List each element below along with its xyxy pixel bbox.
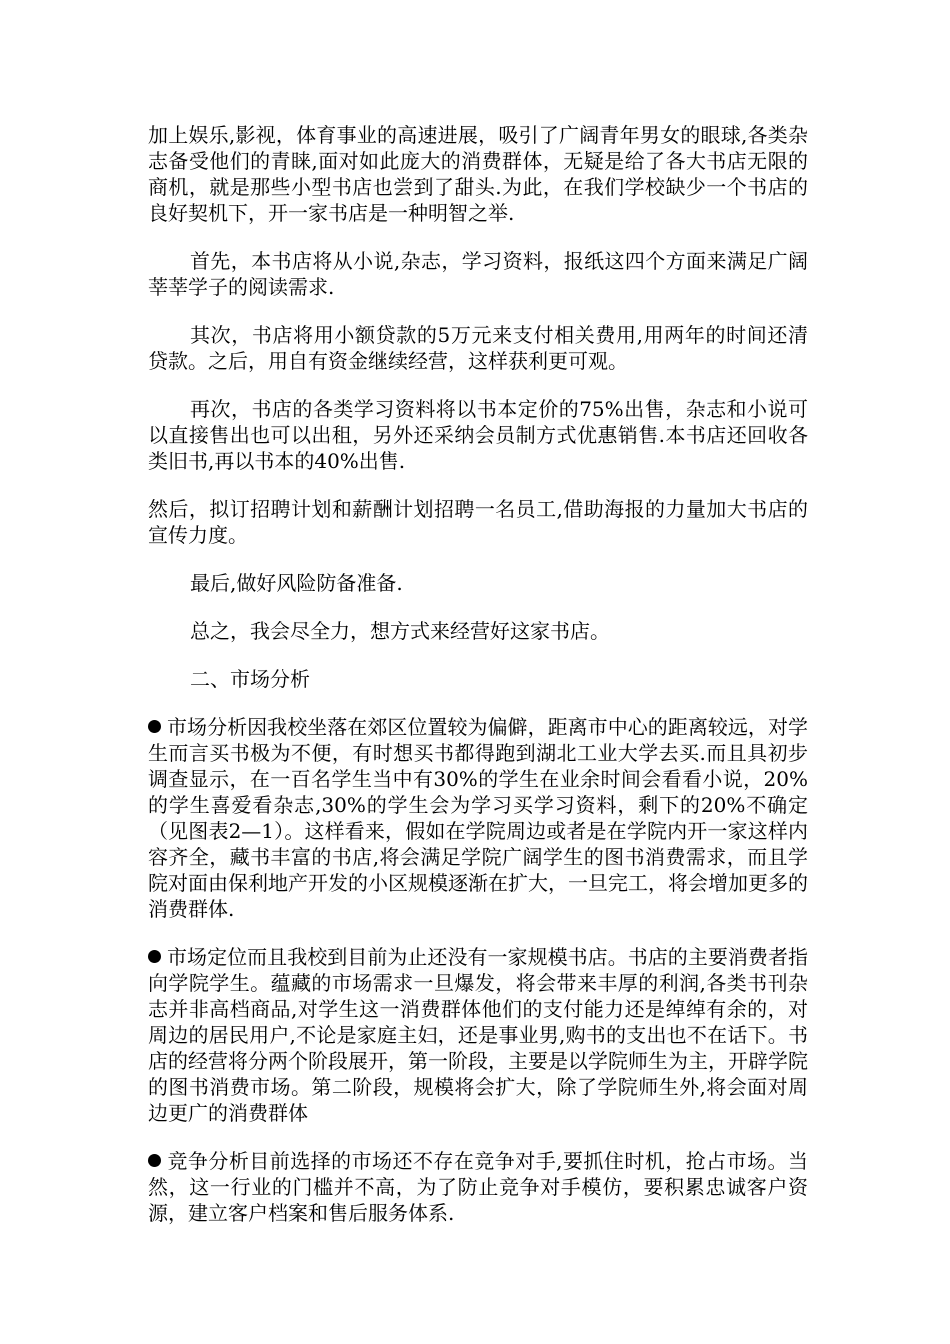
- paragraph-then: 然后，拟订招聘计划和薪酬计划招聘一名员工,借助海报的力量加大书店的宣传力度。: [148, 497, 808, 547]
- bullet-text: 市场定位而且我校到目前为止还没有一家规模书店。书店的主要消费者指向学院学生。蕴藏的市场需求一旦爆发，将会带来丰厚的利润,各类书刊杂志并非高档商品,对学生这一消费群体他们的支付能力还是绰绰有余的，对周边的居民用户,不论是家庭主妇，还是事业男,购书的支出也不在话下。书店的经营将分两个阶段展开，第一阶段，主要是以学院师生为主，开辟学院的图书消费市场。第二阶段，规模将会扩大，除了学院师生外,将会面对周边更广的消费群体: [148, 945, 808, 1125]
- bullet-text: 竞争分析目前选择的市场还不存在竞争对手,要抓住时机，抢占市场。当然，这一行业的门槛并不高，为了防止竞争对手模仿，要积累忠诚客户资源，建立客户档案和售后服务体系.: [148, 1149, 808, 1225]
- bullet-dot-icon: [148, 1154, 161, 1167]
- paragraph-conclusion: 总之，我会尽全力，想方式来经营好这家书店。: [190, 619, 610, 643]
- bullet-item-market-analysis: [148, 714, 808, 922]
- document-body: [148, 122, 808, 1248]
- paragraph-third: 再次，书店的各类学习资料将以书本定价的75%出售，杂志和小说可以直接售出也可以出租，另外还采纳会员制方式优惠销售.本书店还回收各类旧书,再以书本的40%出售.: [148, 397, 808, 473]
- paragraph-first: 首先，本书店将从小说,杂志，学习资料，报纸这四个方面来满足广阔莘莘学子的阅读需求.: [148, 249, 808, 299]
- bullet-dot-icon: [148, 720, 161, 733]
- bullet-dot-icon: [148, 950, 161, 963]
- bullet-item-competition-analysis: [148, 1148, 808, 1226]
- paragraph-intro: 加上娱乐,影视，体育事业的高速进展，吸引了广阔青年男女的眼球,各类杂志备受他们的青睐,面对如此庞大的消费群体，无疑是给了各大书店无限的商机，就是那些小型书店也尝到了甜头.为此，在我们学校缺少一个书店的良好契机下，开一家书店是一种明智之举.: [148, 123, 808, 225]
- paragraph-finally: 最后,做好风险防备准备.: [190, 571, 403, 595]
- bullet-item-market-positioning: [148, 944, 808, 1126]
- section-heading: 二、市场分析: [190, 667, 310, 691]
- bullet-text: 市场分析因我校坐落在郊区位置较为偏僻，距离市中心的距离较远，对学生而言买书极为不便，有时想买书都得跑到湖北工业大学去买.而且具初步调查显示，在一百名学生当中有30%的学生在业余时间会看看小说，20%的学生喜爱看杂志,30%的学生会为学习买学习资料，剩下的20%不确定（见图表2—1）。这样看来，假如在学院周边或者是在学院内开一家这样内容齐全，藏书丰富的书店,将会满足学院广阔学生的图书消费需求，而且学院对面由保利地产开发的小区规模逐渐在扩大，一旦完工，将会增加更多的消费群体.: [148, 715, 808, 921]
- paragraph-second: 其次，书店将用小额贷款的5万元来支付相关费用,用两年的时间还清贷款。之后，用自有资金继续经营，这样获利更可观。: [148, 323, 808, 373]
